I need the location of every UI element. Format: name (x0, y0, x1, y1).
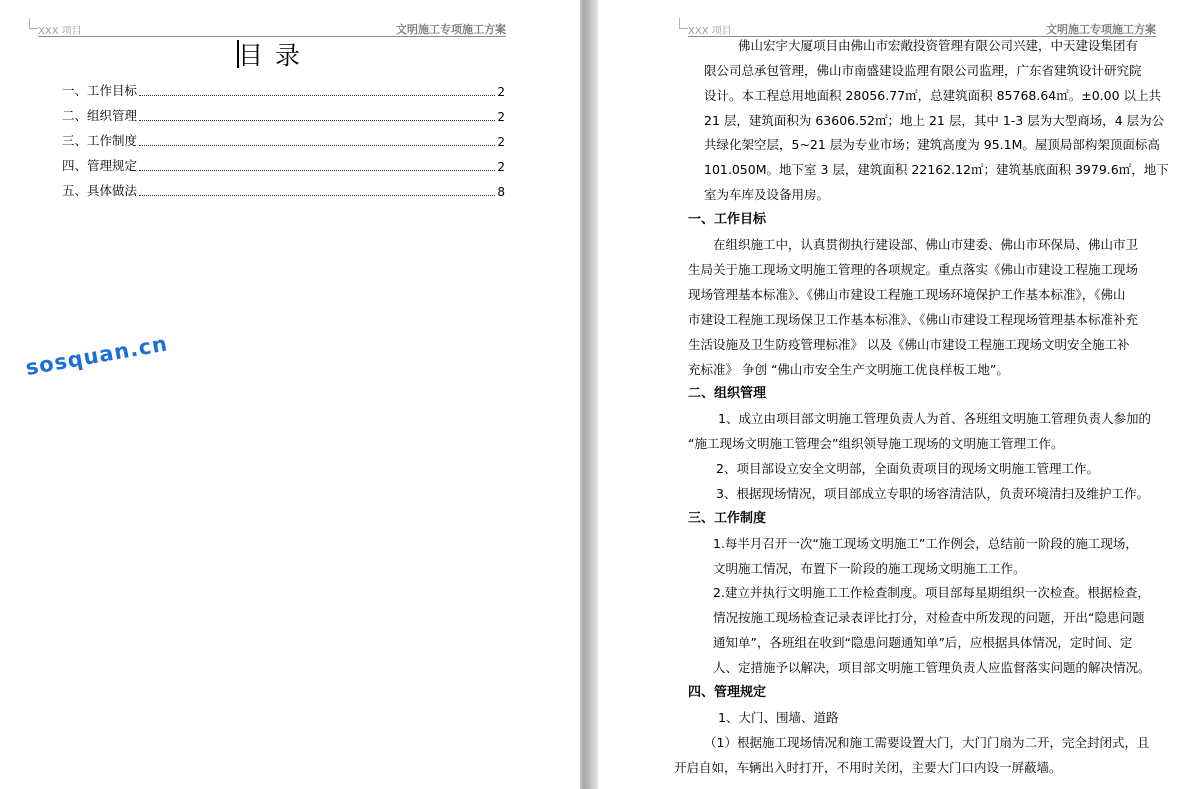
paragraph-line: 佛山宏宇大厦项目由佛山市宏敞投资管理有限公司兴建，中天建设集团有 (738, 38, 1139, 53)
toc-entry-page: 2 (497, 160, 505, 174)
watermark-logo: sosquan.cn (23, 331, 170, 380)
paragraph-line: 生局关于施工现场文明施工管理的各项规定。重点落实《佛山市建设工程施工现场 (688, 262, 1139, 277)
paragraph-line: （1）根据施工现场情况和施工需要设置大门，大门门扇为二开，完全封闭式，且 (704, 735, 1150, 750)
toc-entry-label: 四、管理规定 (62, 158, 138, 173)
toc-entry-label: 五、具体做法 (62, 183, 138, 198)
header-doc-title: 文明施工专项施工方案 (1046, 23, 1156, 36)
toc-entry[interactable] (62, 133, 505, 149)
header-project-name: XXX 项目 (38, 26, 82, 37)
section-heading: 三、工作制度 (688, 511, 767, 526)
toc-leader-dots (139, 120, 495, 121)
paragraph-line: 开启自如，车辆出入时打开，不用时关闭，主要大门口内设一屏蔽墙。 (674, 760, 1062, 775)
paragraph-line: 情况按施工现场检查记录表评比打分，对检查中所发现的问题，开出“隐患问题 (713, 610, 1145, 625)
paragraph-line: 101.050M。地下室 3 层，建筑面积 22162.12㎡；建筑基底面积 3979.6㎡，地下 (704, 162, 1169, 177)
document-page-right (598, 0, 1179, 789)
page-header (688, 0, 1156, 38)
section-heading: 二、组织管理 (688, 386, 767, 401)
header-corner-mark (679, 18, 688, 29)
paragraph-line: 1.每半月召开一次“施工现场文明施工”工作例会，总结前一阶段的施工现场， (713, 536, 1138, 551)
paragraph-line: 2.建立并执行文明施工工作检查制度。项目部每星期组织一次检查。根据检查， (713, 585, 1150, 600)
toc-entry-page: 2 (497, 135, 505, 149)
toc-entry-label: 一、工作目标 (62, 83, 138, 98)
paragraph-line: 通知单”，各班组在收到“隐患问题通知单”后，应根据具体情况，定时间、定 (713, 635, 1133, 650)
paragraph-line: 21 层，建筑面积为 63606.52㎡；地上 21 层，其中 1-3 层为大型商场，4 层为公 (704, 113, 1165, 128)
toc-entry-page: 2 (497, 85, 505, 99)
toc-entry-label: 二、组织管理 (62, 108, 138, 123)
header-corner-mark (29, 18, 38, 29)
toc-entry[interactable] (62, 108, 505, 124)
toc-entry-label: 三、工作制度 (62, 133, 138, 148)
toc-title[interactable]: 目录 (238, 41, 313, 70)
toc-entry-page: 2 (497, 110, 505, 124)
paragraph-line: 人、定措施予以解决，项目部文明施工管理负责人应监督落实问题的解决情况。 (713, 660, 1151, 675)
header-rule (688, 36, 1156, 37)
paragraph-line: 2、项目部设立安全文明部，全面负责项目的现场文明施工管理工作。 (716, 461, 1099, 476)
paragraph-line: “施工现场文明施工管理会”组织领导施工现场的文明施工管理工作。 (688, 436, 1064, 451)
page-gutter (580, 0, 598, 789)
paragraph-line: 3、根据现场情况，项目部成立专职的场容清洁队，负责环境清扫及维护工作。 (716, 486, 1149, 501)
toc-entry[interactable] (62, 183, 505, 199)
toc-entry[interactable] (62, 158, 505, 174)
toc-leader-dots (139, 195, 495, 196)
paragraph-line: 室为车库及设备用房。 (704, 187, 830, 202)
paragraph-line: 充标准》 争创 “佛山市安全生产文明施工优良样板工地”。 (688, 362, 1009, 377)
header-doc-title: 文明施工专项施工方案 (396, 23, 506, 36)
paragraph-line: 设计。本工程总用地面积 28056.77㎡，总建筑面积 85768.64㎡。±0.00 以上共 (704, 88, 1162, 103)
paragraph-line: 限公司总承包管理，佛山市南盛建设监理有限公司监理，广东省建筑设计研究院 (704, 63, 1142, 78)
paragraph-line: 1、成立由项目部文明施工管理负责人为首、各班组文明施工管理负责人参加的 (718, 411, 1151, 426)
toc-entry-page: 8 (497, 185, 505, 199)
section-heading: 一、工作目标 (688, 212, 767, 227)
paragraph-line: 1、大门、围墙、道路 (718, 710, 839, 725)
toc-leader-dots (139, 145, 495, 146)
paragraph-line: 在组织施工中，认真贯彻执行建设部、佛山市建委、佛山市环保局、佛山市卫 (713, 237, 1139, 252)
paragraph-line: 生活设施及卫生防疫管理标准》 以及《佛山市建设工程施工现场文明安全施工补 (688, 337, 1130, 352)
paragraph-line: 市建设工程施工现场保卫工作基本标准》、《佛山市建设工程现场管理基本标准补充 (688, 312, 1139, 327)
paragraph-line: 共绿化架空层，5~21 层为专业市场；建筑高度为 95.1M。屋顶局部构架顶面标高 (704, 137, 1160, 152)
page-header (38, 0, 506, 38)
header-project-name: XXX 项目 (688, 26, 732, 37)
paragraph-line: 文明施工情况，布置下一阶段的施工现场文明施工工作。 (713, 561, 1026, 576)
toc-leader-dots (139, 95, 495, 96)
section-heading: 四、管理规定 (688, 685, 767, 700)
paragraph-line: 现场管理基本标准》、《佛山市建设工程施工现场环境保护工作基本标准》，《佛山 (688, 287, 1126, 302)
toc-leader-dots (139, 170, 495, 171)
document-page-left (0, 0, 580, 789)
toc-entry[interactable] (62, 83, 505, 99)
